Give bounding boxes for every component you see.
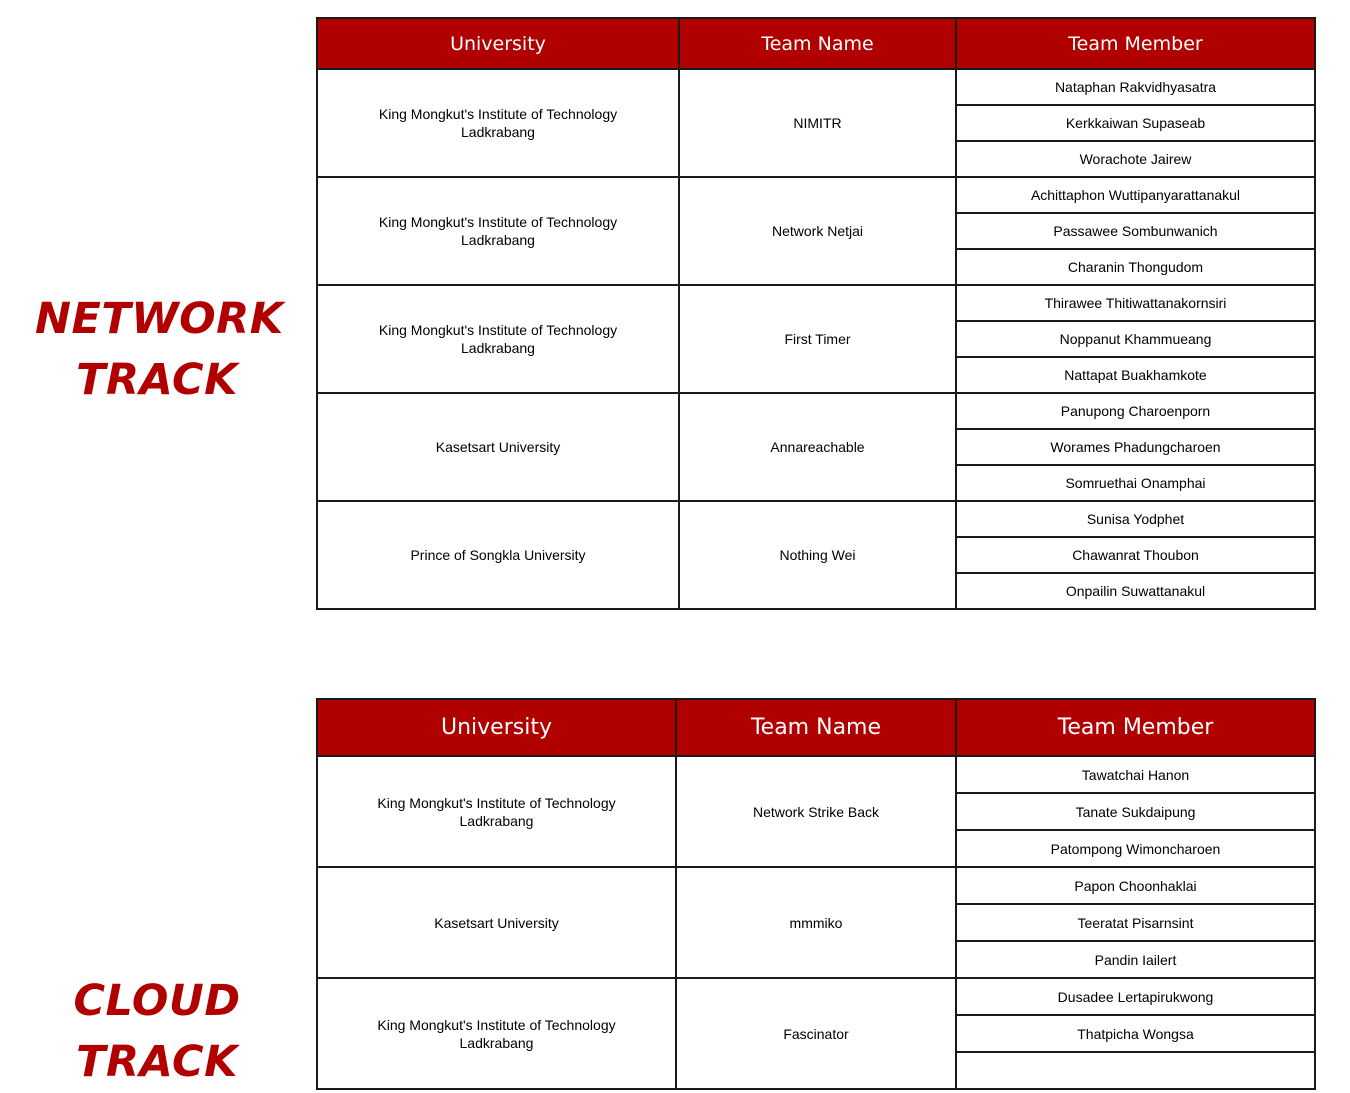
header-team-member: Team Member [956, 699, 1315, 756]
header-team-member: Team Member [956, 18, 1315, 69]
university-name: King Mongkut's Institute of Technology [378, 322, 618, 338]
table-row [317, 867, 1315, 904]
cloud-track-title-line2: TRACK [76, 1037, 238, 1087]
university-name-line2: Ladkrabang [461, 232, 535, 248]
team-member-cell: Nataphan Rakvidhyasatra [956, 69, 1315, 105]
table-header-row [317, 18, 1315, 69]
university-cell [317, 285, 679, 393]
university-name-line2: Ladkrabang [459, 1034, 534, 1051]
network-track-title-line2: TRACK [76, 355, 238, 405]
team-name-cell: First Timer [679, 285, 956, 393]
cloud-track-title [35, 971, 279, 1093]
university-cell [317, 756, 676, 867]
team-name-cell: Network Strike Back [676, 756, 956, 867]
table-row [317, 756, 1315, 793]
team-member-cell: Papon Choonhaklai [956, 867, 1315, 904]
team-member-cell: Worames Phadungcharoen [956, 429, 1315, 465]
team-member-cell: Pandin Iailert [956, 941, 1315, 978]
team-name-cell: mmmiko [676, 867, 956, 978]
network-track-table [316, 17, 1316, 610]
cloud-track-table [316, 698, 1316, 1090]
team-member-cell: Achittaphon Wuttipanyarattanakul [956, 177, 1315, 213]
team-member-cell: Panupong Charoenporn [956, 393, 1315, 429]
team-member-cell: Sunisa Yodphet [956, 501, 1315, 537]
header-team-name: Team Name [679, 18, 956, 69]
team-member-cell: Kerkkaiwan Supaseab [956, 105, 1315, 141]
university-cell: Kasetsart University [317, 867, 676, 978]
university-name: King Mongkut's Institute of Technology [378, 106, 618, 122]
header-university: University [317, 699, 676, 756]
university-name: King Mongkut's Institute of Technology [377, 794, 616, 811]
team-member-cell [956, 1052, 1315, 1089]
network-track-title-line1: NETWORK [35, 294, 284, 344]
header-university: University [317, 18, 679, 69]
team-member-cell: Teeratat Pisarnsint [956, 904, 1315, 941]
team-name-cell: NIMITR [679, 69, 956, 177]
table-row [317, 177, 1315, 213]
university-name-line2: Ladkrabang [461, 124, 535, 140]
team-member-cell: Noppanut Khammueang [956, 321, 1315, 357]
team-member-cell: Onpailin Suwattanakul [956, 573, 1315, 609]
team-member-cell: Chawanrat Thoubon [956, 537, 1315, 573]
table-row [317, 69, 1315, 105]
table-row [317, 285, 1315, 321]
table-row [317, 978, 1315, 1015]
team-name-cell: Annareachable [679, 393, 956, 501]
team-member-cell: Tanate Sukdaipung [956, 793, 1315, 830]
cloud-track-title-line1: CLOUD [73, 976, 241, 1026]
university-cell: Prince of Songkla University [317, 501, 679, 609]
team-member-cell: Dusadee Lertapirukwong [956, 978, 1315, 1015]
team-member-cell: Worachote Jairew [956, 141, 1315, 177]
university-cell [317, 978, 676, 1089]
team-member-cell: Tawatchai Hanon [956, 756, 1315, 793]
table-row [317, 501, 1315, 537]
team-name-cell: Nothing Wei [679, 501, 956, 609]
university-cell: Kasetsart University [317, 393, 679, 501]
team-member-cell: Somruethai Onamphai [956, 465, 1315, 501]
team-member-cell: Patompong Wimoncharoen [956, 830, 1315, 867]
team-member-cell: Thirawee Thitiwattanakornsiri [956, 285, 1315, 321]
university-cell [317, 69, 679, 177]
team-member-cell: Thatpicha Wongsa [956, 1015, 1315, 1052]
team-member-cell: Passawee Sombunwanich [956, 213, 1315, 249]
header-team-name: Team Name [676, 699, 956, 756]
university-cell [317, 177, 679, 285]
university-name-line2: Ladkrabang [461, 340, 535, 356]
table-row [317, 393, 1315, 429]
team-member-cell: Nattapat Buakhamkote [956, 357, 1315, 393]
team-name-cell: Network Netjai [679, 177, 956, 285]
university-name: King Mongkut's Institute of Technology [378, 214, 618, 230]
table-header-row [317, 699, 1315, 756]
university-name-line2: Ladkrabang [459, 812, 534, 829]
university-name: King Mongkut's Institute of Technology [377, 1016, 616, 1033]
network-track-title [35, 289, 284, 411]
team-name-cell: Fascinator [676, 978, 956, 1089]
team-member-cell: Charanin Thongudom [956, 249, 1315, 285]
